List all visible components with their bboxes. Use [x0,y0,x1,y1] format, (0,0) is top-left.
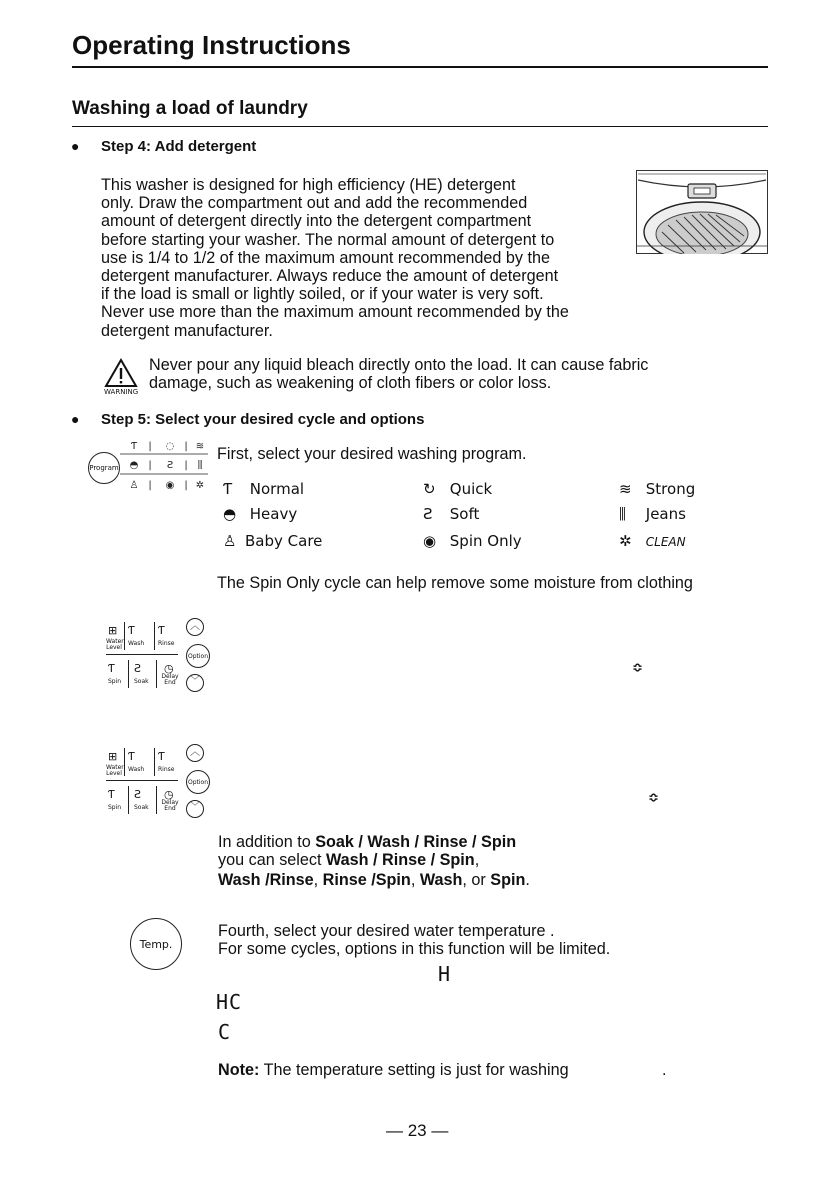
option-label: Option [187,778,209,786]
paragraph-line: This washer is designed for high efficiency (HE) detergent [101,176,516,194]
bullet-icon: ● [71,138,80,154]
text: you can select [218,851,326,870]
temp-code-hot: H [438,962,452,986]
temp-code-cold: C [218,1020,232,1044]
spin-drum-icon: ◉ [423,532,437,550]
spin-label: Spin [108,804,122,811]
soak-icon: Ƨ [134,662,141,675]
detergent-drawer-illustration [636,170,768,254]
step4-heading-text: Step 4: Add detergent [101,138,257,155]
program-jeans [619,505,686,523]
divider [106,780,178,781]
heavy-load-icon: ◓ [223,505,237,523]
option-label: Option [187,652,209,660]
note-text: The temperature setting is just for washing [259,1061,569,1079]
jeans-icon: ⫼ [619,505,626,523]
delay-clock-icon: ◷ [164,788,174,801]
up-down-arrows-icon: ≎ [648,790,659,805]
svg-text:|: | [184,460,188,471]
svg-text:⫼: ⫼ [197,460,203,471]
program-baby-care [223,532,322,550]
delay-end-label: Delay End [161,673,179,686]
warning-text [149,356,749,392]
divider [156,786,157,814]
text: Rinse /Spin [322,871,411,890]
svg-text:◉: ◉ [165,480,175,491]
bullet-icon: ● [71,411,80,427]
program-label: Quick [449,480,493,498]
rinse-label: Rinse [158,640,175,647]
section-rule [72,126,768,127]
delay-end-label: Delay End [161,799,179,812]
combination-line-1 [218,833,530,851]
wash-label: Wash [128,766,145,773]
program-label: Jeans [645,505,686,523]
program-button-label: Program [89,464,119,472]
page-number: — 23 — [386,1121,449,1140]
option-panel-1 [104,616,214,696]
program-spin-only [423,532,522,550]
svg-text:◓: ◓ [129,460,139,471]
up-arrow-button[interactable]: ︿ [186,744,204,762]
warning-line: Never pour any liquid bleach directly onto the load. It can cause fabric [149,356,649,374]
soak-label: Soak [134,804,149,811]
rinse-label: Rinse [158,766,175,773]
program-label: Soft [449,505,480,523]
spin-label: Spin [108,678,122,685]
temp-button-label: Temp. [139,937,173,951]
text: Wash [419,871,463,890]
wash-label: Wash [128,640,145,647]
divider [106,654,178,655]
water-level-icon: ⊞ [108,624,118,637]
wash-icon: Ƭ [128,624,135,637]
paragraph-line: amount of detergent directly into the detergent compartment [101,212,532,231]
paragraph-line: Never use more than the maximum amount recommended by the [101,303,569,322]
program-soft [423,505,479,523]
text: , or [462,871,491,890]
soak-icon: Ƨ [134,788,141,801]
wash-icon: Ƭ [128,750,135,763]
temperature-note [218,1061,678,1079]
text: Spin [490,871,526,890]
temperature-instruction [218,922,610,958]
divider [128,660,129,688]
paragraph-line: use is 1/4 to 1/2 of the maximum amount recommended by the [101,248,550,267]
warning-icon [104,358,138,388]
rinse-icon: Ƭ [158,624,165,637]
step4-heading [71,138,257,155]
text: Wash / Rinse / Spin [325,851,475,870]
paragraph-line: detergent manufacturer. Always reduce the amount of detergent [101,267,559,286]
text: , [313,871,323,890]
note-label: Note: [218,1061,260,1079]
spin-only-note: The Spin Only cycle can help remove some moisture from clothing [217,574,693,592]
divider [128,786,129,814]
divider [154,748,155,776]
baby-icon: ♙ [223,532,237,550]
water-level-label: Water Level [106,638,124,651]
first-instruction: First, select your desired washing program. [217,445,527,463]
program-button[interactable] [88,452,120,484]
program-heavy [223,505,297,523]
program-label: Strong [645,480,696,498]
water-level-icon: ⊞ [108,750,118,763]
divider [154,622,155,650]
program-label: CLEAN [645,535,686,549]
svg-text:≋: ≋ [195,441,205,452]
text: . [525,871,530,890]
program-label: Heavy [249,505,298,523]
svg-text:|: | [184,480,188,491]
step5-heading-text: Step 5: Select your desired cycle and options [101,411,425,428]
svg-text:Ƨ: Ƨ [166,460,174,471]
step5-heading [71,411,425,428]
paragraph-line: detergent manufacturer. [101,321,273,340]
page-title: Operating Instructions [72,30,351,60]
strong-wash-icon: ≋ [619,480,632,498]
svg-text:|: | [148,480,152,491]
water-level-label: Water Level [106,764,124,777]
program-indicator-grid [118,437,210,495]
svg-text:Ƭ: Ƭ [130,441,138,452]
temp-code-warm: HC [216,990,243,1014]
cycle-combinations-text [218,833,530,890]
option-button[interactable] [186,770,210,794]
title-rule [72,66,768,68]
program-quick [423,480,492,498]
temp-line: Fourth, select your desired water temperature . [218,922,555,940]
clean-fan-icon: ✲ [619,532,632,550]
program-label: Spin Only [449,532,522,550]
soft-shirt-icon: Ƨ [423,505,433,523]
paragraph-line: only. Draw the compartment out and add the recommended [101,194,528,213]
text: , [410,871,420,890]
svg-text:◌: ◌ [165,441,175,452]
text: Soak / Wash / Rinse / Spin [315,833,517,851]
text: Wash /Rinse [218,871,314,890]
paragraph-line: before starting your washer. The normal amount of detergent to [101,230,555,249]
divider [124,622,125,650]
combination-line-2 [218,851,530,869]
text: , [474,851,480,870]
section-heading: Washing a load of laundry [72,98,308,119]
combination-line-3 [218,871,530,889]
tshirt-icon: Ƭ [223,480,233,498]
down-arrow-button[interactable]: ﹀ [186,800,204,818]
program-strong [619,480,695,498]
svg-text:♙: ♙ [129,480,139,491]
clock-arrow-icon: ↻ [423,480,436,498]
warning-label: WARNING [104,388,139,396]
program-clean [619,532,686,550]
svg-text:|: | [148,460,152,471]
rinse-icon: Ƭ [158,750,165,763]
program-label: Normal [249,480,305,498]
divider [124,748,125,776]
delay-clock-icon: ◷ [164,662,174,675]
up-arrow-button[interactable]: ︿ [186,618,204,636]
svg-text:|: | [184,441,188,452]
temp-button[interactable] [130,918,182,970]
step4-paragraph [101,176,641,340]
paragraph-line: if the load is small or lightly soiled, or if your water is very soft. [101,285,544,304]
program-normal [223,480,304,498]
warning-line: damage, such as weakening of cloth fibers or color loss. [149,374,552,393]
note-period: . [662,1061,667,1079]
svg-text:|: | [148,441,152,452]
spin-icon: Ƭ [108,662,115,675]
down-arrow-button[interactable]: ﹀ [186,674,204,692]
svg-text:✲: ✲ [195,480,205,491]
up-down-arrows-icon: ≎ [632,660,643,675]
temp-line: For some cycles, options in this function will be limited. [218,940,611,959]
option-panel-2 [104,742,214,822]
soak-label: Soak [134,678,149,685]
program-label: Baby Care [245,532,323,550]
spin-icon: Ƭ [108,788,115,801]
divider [156,660,157,688]
option-button[interactable] [186,644,210,668]
text: In addition to [218,833,316,851]
